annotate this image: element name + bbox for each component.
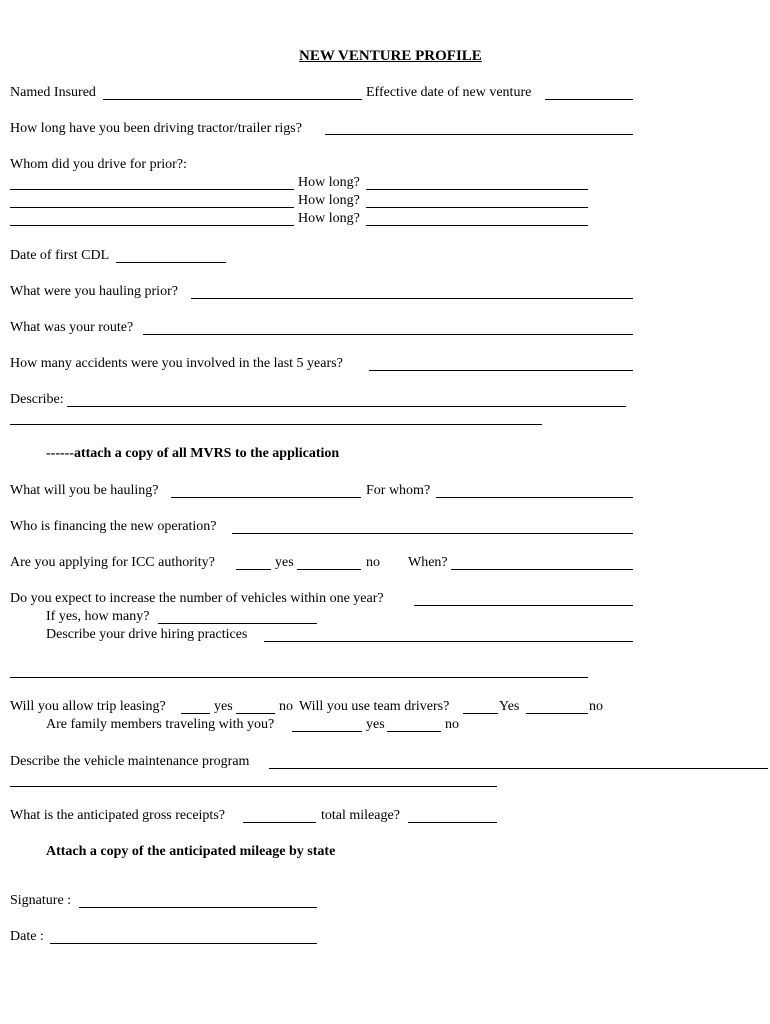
attach-mvrs-note: ------attach a copy of all MVRS to the application [46, 446, 340, 461]
named-insured-label: Named Insured [10, 85, 96, 100]
team-drivers-yes-label: Yes [499, 699, 520, 714]
trip-leasing-no-field[interactable] [236, 713, 275, 714]
hiring-label: Describe your drive hiring practices [46, 627, 248, 642]
prior-employer-field-2[interactable] [10, 207, 294, 208]
date-label: Date : [10, 929, 44, 944]
first-cdl-label: Date of first CDL [10, 248, 110, 263]
icc-when-label: When? [408, 555, 448, 570]
page-title: NEW VENTURE PROFILE [299, 48, 482, 64]
if-yes-label: If yes, how many? [46, 609, 150, 624]
gross-receipts-label: What is the anticipated gross receipts? [10, 808, 225, 823]
trip-leasing-yes-label: yes [214, 699, 233, 714]
family-label: Are family members traveling with you? [46, 717, 275, 732]
maintenance-label: Describe the vehicle maintenance program [10, 754, 250, 769]
hauling-prior-label: What were you hauling prior? [10, 284, 178, 299]
route-label: What was your route? [10, 320, 134, 335]
route-field[interactable] [143, 334, 633, 335]
icc-no-field[interactable] [297, 569, 361, 570]
icc-yes-label: yes [275, 555, 294, 570]
total-mileage-field[interactable] [408, 822, 497, 823]
icc-authority-label: Are you applying for ICC authority? [10, 555, 215, 570]
how-long-label-2: How long? [298, 193, 360, 208]
team-drivers-yes-field[interactable] [463, 713, 498, 714]
trip-leasing-no-label: no [279, 699, 293, 714]
how-long-label-3: How long? [298, 211, 360, 226]
trip-leasing-label: Will you allow trip leasing? [10, 699, 166, 714]
describe-label: Describe: [10, 392, 64, 407]
total-mileage-label: total mileage? [321, 808, 400, 823]
team-drivers-no-label: no [589, 699, 603, 714]
describe-field-1[interactable] [67, 406, 626, 407]
icc-no-label: no [366, 555, 380, 570]
effective-date-field[interactable] [545, 99, 633, 100]
team-drivers-label: Will you use team drivers? [299, 699, 450, 714]
trip-leasing-yes-field[interactable] [181, 713, 210, 714]
date-field[interactable] [50, 943, 317, 944]
gross-receipts-field[interactable] [243, 822, 316, 823]
hauling-prior-field[interactable] [191, 298, 633, 299]
will-haul-field[interactable] [171, 497, 361, 498]
if-yes-field[interactable] [158, 623, 317, 624]
maintenance-field-1[interactable] [269, 768, 768, 769]
signature-label: Signature : [10, 893, 72, 908]
how-long-label-1: How long? [298, 175, 360, 190]
for-whom-field[interactable] [436, 497, 633, 498]
family-yes-field[interactable] [292, 731, 362, 732]
accidents-label: How many accidents were you involved in the last 5 years? [10, 356, 343, 371]
how-long-field-3[interactable] [366, 225, 588, 226]
icc-yes-field[interactable] [236, 569, 271, 570]
describe-field-2[interactable] [10, 424, 542, 425]
driving-rigs-field[interactable] [325, 134, 633, 135]
attach-mileage-note: Attach a copy of the anticipated mileage by state [46, 844, 336, 859]
will-haul-label: What will you be hauling? [10, 483, 159, 498]
icc-when-field[interactable] [451, 569, 633, 570]
named-insured-field[interactable] [103, 99, 362, 100]
prior-employer-field-1[interactable] [10, 189, 294, 190]
maintenance-field-2[interactable] [10, 786, 497, 787]
accidents-field[interactable] [369, 370, 633, 371]
family-no-field[interactable] [387, 731, 441, 732]
prior-employer-field-3[interactable] [10, 225, 294, 226]
family-no-label: no [445, 717, 459, 732]
team-drivers-no-field[interactable] [526, 713, 588, 714]
hiring-field-2[interactable] [10, 677, 588, 678]
how-long-field-1[interactable] [366, 189, 588, 190]
effective-date-label: Effective date of new venture [366, 85, 532, 100]
driving-rigs-label: How long have you been driving tractor/trailer rigs? [10, 121, 302, 136]
financing-label: Who is financing the new operation? [10, 519, 217, 534]
prior-employer-label: Whom did you drive for prior?: [10, 157, 187, 172]
hiring-field-1[interactable] [264, 641, 633, 642]
family-yes-label: yes [366, 717, 385, 732]
signature-field[interactable] [79, 907, 317, 908]
first-cdl-field[interactable] [116, 262, 226, 263]
increase-vehicles-label: Do you expect to increase the number of vehicles within one year? [10, 591, 384, 606]
for-whom-label: For whom? [366, 483, 431, 498]
increase-vehicles-field[interactable] [414, 605, 633, 606]
how-long-field-2[interactable] [366, 207, 588, 208]
financing-field[interactable] [232, 533, 633, 534]
